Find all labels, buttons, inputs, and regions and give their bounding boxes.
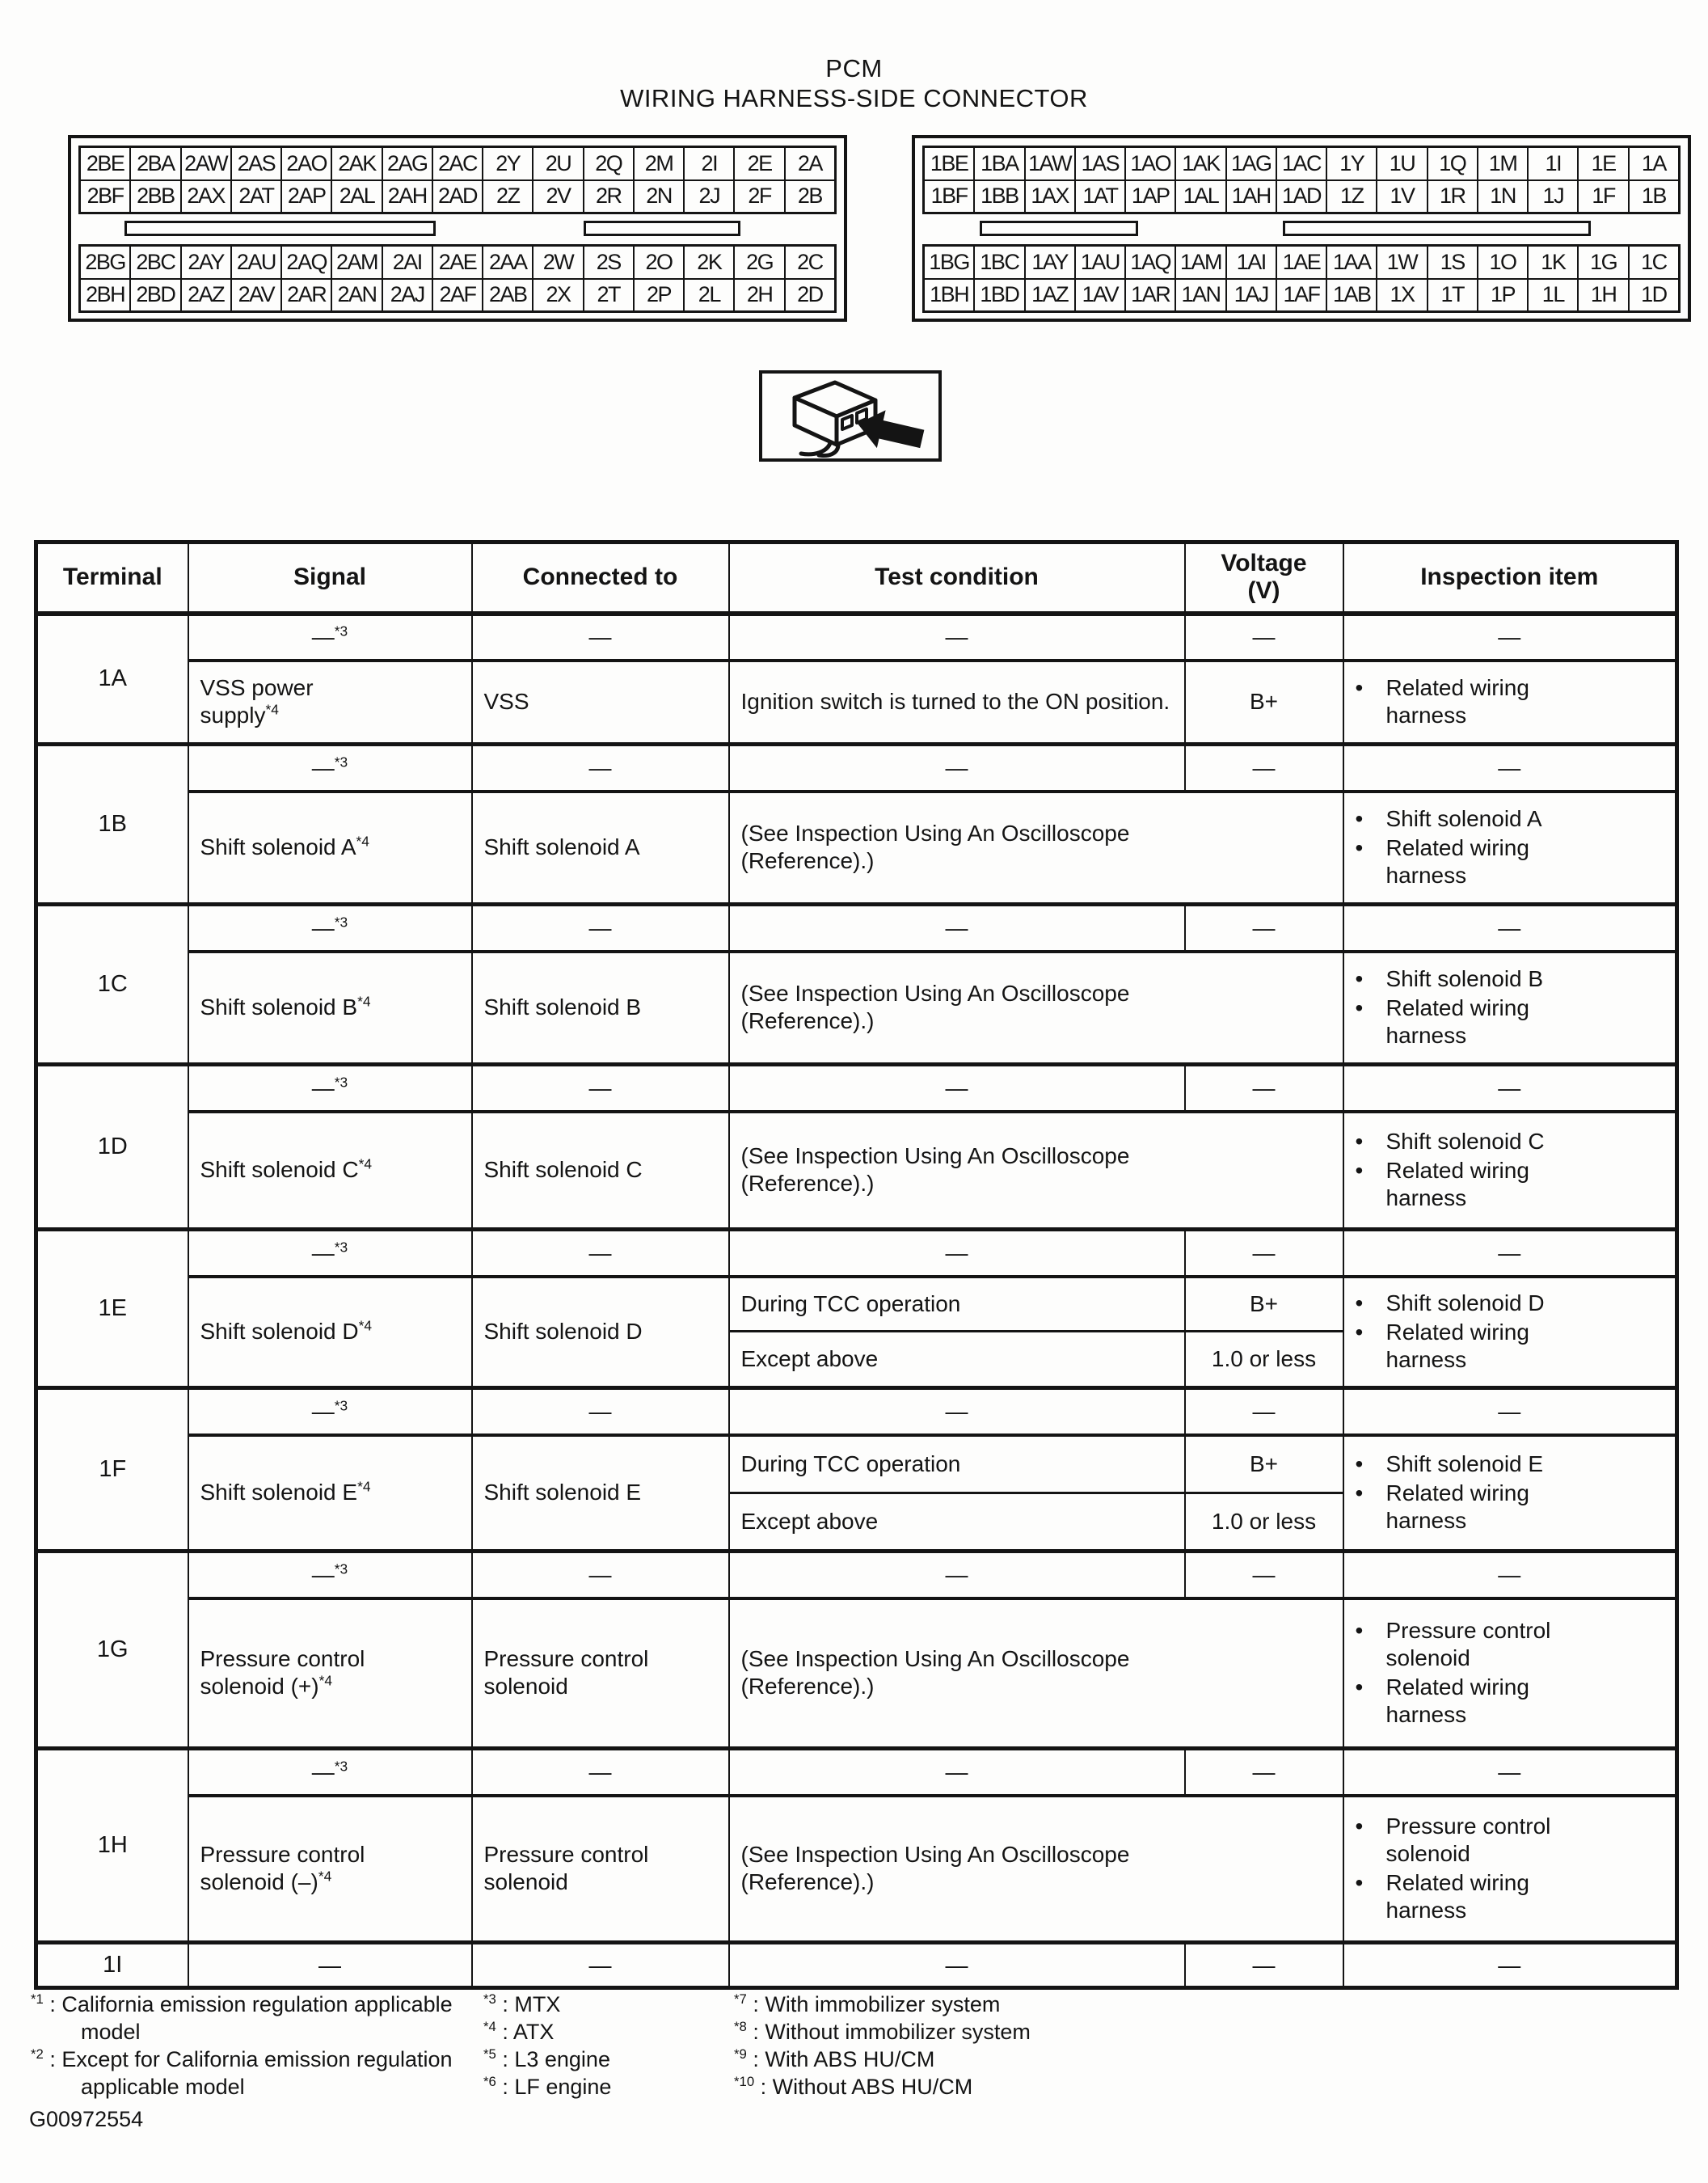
col-header-signal: Signal: [188, 543, 472, 614]
terminal-1G: 1G: [36, 1552, 188, 1749]
pin-2AH: 2AH: [382, 181, 432, 213]
na-test-1E: —: [729, 1230, 1185, 1277]
pin-1D: 1D: [1628, 280, 1678, 311]
pin-1AE: 1AE: [1276, 247, 1326, 278]
pin-2AY: 2AY: [180, 247, 230, 278]
signal-1H: Pressure control solenoid $(-)^{*4}$: [188, 1796, 472, 1943]
pin-1H: 1H: [1577, 280, 1627, 311]
inspection-1D: [1343, 1112, 1677, 1230]
footnote-5: $^{*5}$ : L3 engine: [483, 2046, 610, 2071]
pin-1AT: 1AT: [1074, 181, 1124, 213]
pin-row: [81, 148, 834, 179]
na-connected-1D: —: [472, 1065, 729, 1112]
pin-1AI: 1AI: [1225, 247, 1276, 278]
voltage-1F-except: 1.0 or less: [1185, 1493, 1343, 1552]
pin-2U: 2U: [532, 148, 582, 179]
na-inspection-1F: —: [1343, 1388, 1677, 1435]
pin-row: [925, 247, 1678, 278]
pin-2B: 2B: [784, 181, 834, 213]
inspection-1F: [1343, 1435, 1677, 1552]
inspection-item: • Related wiring harness: [1355, 1674, 1529, 1728]
na-test-1A: —: [729, 614, 1185, 661]
terminal-1C: 1C: [36, 905, 188, 1065]
pin-1AS: 1AS: [1074, 148, 1124, 179]
connector-1-lower-grid: [922, 244, 1681, 313]
col-header-voltage: Voltage (V): [1185, 543, 1343, 614]
footnote-8: $^{*8}$ : Without immobilizer system: [734, 2019, 1031, 2044]
pin-2BC: 2BC: [129, 247, 179, 278]
terminal-1E: 1E: [36, 1230, 188, 1388]
pin-1BF: 1BF: [930, 184, 968, 209]
pin-2AD: 2AD: [432, 181, 482, 213]
pin-2R: 2R: [583, 181, 633, 213]
pin-2AR: 2AR: [280, 280, 331, 311]
inspection-item: • Related wiring harness: [1355, 835, 1529, 889]
pin-1AH: 1AH: [1225, 181, 1276, 213]
pin-1AJ: 1AJ: [1225, 280, 1276, 311]
pin-1U: 1U: [1376, 148, 1426, 179]
pin-1AM: 1AM: [1175, 247, 1225, 278]
voltage-1E-tcc: B+: [1185, 1277, 1343, 1332]
connector-arrow-icon: [762, 374, 938, 458]
connected-1H: Pressure control solenoid: [472, 1796, 729, 1943]
pin-1E: 1E: [1577, 148, 1627, 179]
pin-1AV: 1AV: [1074, 280, 1124, 311]
na-test-1D: —: [729, 1065, 1185, 1112]
pin-2AT: 2AT: [230, 181, 280, 213]
pin-1Q: 1Q: [1427, 148, 1477, 179]
col-header-connected: Connected to: [472, 543, 729, 614]
inspection-1B: [1343, 792, 1677, 905]
pin-1M: 1M: [1477, 148, 1527, 179]
na-inspection-1A: —: [1343, 614, 1677, 661]
pin-1BC: 1BC: [973, 247, 1023, 278]
terminal-1B: 1B: [36, 745, 188, 905]
terminal-1H: 1H: [36, 1749, 188, 1943]
na-test-1F: —: [729, 1388, 1185, 1435]
pin-1L: 1L: [1527, 280, 1577, 311]
terminal-1D: 1D: [36, 1065, 188, 1230]
pin-1AP: 1AP: [1124, 181, 1175, 213]
pin-1BE: 1BE: [930, 150, 968, 175]
signal-1F: Shift solenoid $E^{*4}$: [188, 1435, 472, 1552]
na-inspection-1D: —: [1343, 1065, 1677, 1112]
pin-2K: 2K: [683, 247, 733, 278]
pin-1AQ: 1AQ: [1124, 247, 1175, 278]
pin-2Y: 2Y: [482, 148, 532, 179]
pin-2J: 2J: [683, 181, 733, 213]
pin-2AW: 2AW: [180, 148, 230, 179]
na-connected-1F: —: [472, 1388, 729, 1435]
pin-1C: 1C: [1628, 247, 1678, 278]
pin-2T: 2T: [583, 280, 633, 311]
terminal-1F: 1F: [36, 1388, 188, 1552]
pin-2AE: 2AE: [432, 247, 482, 278]
connected-1B: Shift solenoid A: [472, 792, 729, 905]
test-1G: (See Inspection Using An Oscilloscope (Reference).): [729, 1598, 1343, 1749]
pin-1AO: 1AO: [1124, 148, 1175, 179]
terminal-1I: 1I: [36, 1943, 188, 1988]
page-title: [0, 53, 1708, 113]
pin-2X: 2X: [532, 280, 582, 311]
pin-1BB: 1BB: [973, 181, 1023, 213]
col-header-inspection: Inspection item: [1343, 543, 1677, 614]
connected-1G: Pressure control solenoid: [472, 1598, 729, 1749]
na-voltage-1G: —: [1185, 1552, 1343, 1598]
connector-2-upper-grid: [78, 146, 837, 214]
col-header-terminal: Terminal: [36, 543, 188, 614]
footnote-4: $^{*4}$ : ATX: [483, 2019, 555, 2044]
na-voltage-1D: —: [1185, 1065, 1343, 1112]
na-voltage-1F: —: [1185, 1388, 1343, 1435]
inspection-1H: [1343, 1796, 1677, 1943]
pin-2BA: 2BA: [129, 148, 179, 179]
inspection-item: • Related wiring harness: [1355, 1320, 1529, 1373]
test-1E-except: Except above: [729, 1332, 1185, 1388]
pin-2AJ: 2AJ: [382, 280, 432, 311]
test-1F-except: Except above: [729, 1493, 1185, 1552]
pin-2F: 2F: [733, 181, 783, 213]
pin-2AS: 2AS: [230, 148, 280, 179]
pin-2AZ: 2AZ: [180, 280, 230, 311]
pin-2A: 2A: [784, 148, 834, 179]
pin-2AO: 2AO: [280, 148, 331, 179]
key-slot: [124, 221, 436, 236]
pin-1BA: 1BA: [973, 148, 1023, 179]
inspection-1C: [1343, 952, 1677, 1065]
voltage-1A: B+: [1185, 661, 1343, 745]
pin-1A: 1A: [1628, 148, 1678, 179]
na-connected-1A: —: [472, 614, 729, 661]
na-voltage-1E: —: [1185, 1230, 1343, 1277]
na-connected-1C: —: [472, 905, 729, 952]
pin-2Z: 2Z: [482, 181, 532, 213]
pin-2AA: 2AA: [482, 247, 532, 278]
pin-2O: 2O: [633, 247, 683, 278]
pin-2AI: 2AI: [382, 247, 432, 278]
na-inspection-1E: —: [1343, 1230, 1677, 1277]
inspection-1G: [1343, 1598, 1677, 1749]
pin-1Y: 1Y: [1326, 148, 1376, 179]
pin-1T: 1T: [1427, 280, 1477, 311]
pin-1AZ: 1AZ: [1024, 280, 1074, 311]
pin-1AD: 1AD: [1276, 181, 1326, 213]
inspection-item: • Related wiring harness: [1355, 1480, 1529, 1534]
na-connected-1H: —: [472, 1749, 729, 1796]
voltage-1F-tcc: B+: [1185, 1435, 1343, 1493]
pin-1AC: 1AC: [1276, 148, 1326, 179]
pin-row: [925, 278, 1678, 311]
pin-1R: 1R: [1427, 181, 1477, 213]
na-signal-1G: —$^{*3}$: [188, 1552, 472, 1598]
pin-1AN: 1AN: [1175, 280, 1225, 311]
pin-1AU: 1AU: [1074, 247, 1124, 278]
test-1F-tcc: During TCC operation: [729, 1435, 1185, 1493]
footnote-1: $^{*1}$ : California emission regulation applicable model: [31, 1991, 453, 2044]
pin-2AB: 2AB: [482, 280, 532, 311]
connector-1-diagram: [912, 135, 1691, 322]
pin-2AG: 2AG: [382, 148, 432, 179]
inspection-1E: [1343, 1277, 1677, 1388]
na-inspection-1C: —: [1343, 905, 1677, 952]
harness-connector-icon: [759, 370, 942, 462]
pin-1BH: 1BH: [930, 282, 969, 307]
pin-2BG: 2BG: [85, 249, 125, 274]
inspection-item: • Pressure control solenoid: [1355, 1814, 1551, 1867]
na-voltage-1H: —: [1185, 1749, 1343, 1796]
pin-2AP: 2AP: [280, 181, 331, 213]
footnote-column-1: [31, 1991, 459, 2101]
test-1B: (See Inspection Using An Oscilloscope (Reference).): [729, 792, 1343, 905]
footnote-7: $^{*7}$ : With immobilizer system: [734, 1991, 1001, 2016]
pin-2G: 2G: [733, 247, 783, 278]
pin-2BD: 2BD: [129, 280, 179, 311]
test-1D: (See Inspection Using An Oscilloscope (Reference).): [729, 1112, 1343, 1230]
pin-1AB: 1AB: [1326, 280, 1376, 311]
inspection-item: • Related wiring harness: [1355, 675, 1529, 728]
na-signal-1B: —$^{*3}$: [188, 745, 472, 792]
na-test-1G: —: [729, 1552, 1185, 1598]
pin-row: [925, 179, 1678, 213]
pin-2N: 2N: [633, 181, 683, 213]
signal-1I: —: [188, 1943, 472, 1988]
na-signal-1H: —$^{*3}$: [188, 1749, 472, 1796]
na-test-1C: —: [729, 905, 1185, 952]
pin-2P: 2P: [633, 280, 683, 311]
signal-1A: VSS power supply$^{*4}$: [188, 661, 472, 745]
pin-1AX: 1AX: [1024, 181, 1074, 213]
col-header-test: Test condition: [729, 543, 1185, 614]
pin-1O: 1O: [1477, 247, 1527, 278]
na-signal-1F: —$^{*3}$: [188, 1388, 472, 1435]
pin-1I: 1I: [1527, 148, 1577, 179]
pin-1AK: 1AK: [1175, 148, 1225, 179]
pin-1S: 1S: [1427, 247, 1477, 278]
inspection-item: • Shift solenoid A: [1355, 806, 1542, 832]
pin-2S: 2S: [583, 247, 633, 278]
pin-row: [81, 278, 834, 311]
pin-2E: 2E: [733, 148, 783, 179]
pin-2D: 2D: [784, 280, 834, 311]
na-signal-1D: —$^{*3}$: [188, 1065, 472, 1112]
pin-2BF: 2BF: [86, 184, 124, 209]
na-connected-1G: —: [472, 1552, 729, 1598]
na-voltage-1A: —: [1185, 614, 1343, 661]
pin-2L: 2L: [683, 280, 733, 311]
key-slot: [1283, 221, 1591, 236]
pin-1AR: 1AR: [1124, 280, 1175, 311]
pin-1G: 1G: [1577, 247, 1627, 278]
test-1A: Ignition switch is turned to the ON position.: [729, 661, 1185, 745]
terminal-1A: 1A: [36, 614, 188, 745]
pin-1N: 1N: [1477, 181, 1527, 213]
signal-1E: Shift solenoid $D^{*4}$: [188, 1277, 472, 1388]
voltage-1I: —: [1185, 1943, 1343, 1988]
signal-1G: Pressure control solenoid $(+)^{*4}$: [188, 1598, 472, 1749]
na-voltage-1B: —: [1185, 745, 1343, 792]
footnote-10: $^{*10}$ : Without ABS HU/CM: [734, 2074, 973, 2099]
footnote-3: $^{*3}$ : MTX: [483, 1991, 561, 2016]
na-test-1B: —: [729, 745, 1185, 792]
connector-2-diagram: [68, 135, 847, 322]
pin-2AU: 2AU: [230, 247, 280, 278]
pin-2AK: 2AK: [331, 148, 381, 179]
key-slot: [980, 221, 1138, 236]
na-test-1H: —: [729, 1749, 1185, 1796]
na-voltage-1C: —: [1185, 905, 1343, 952]
na-signal-1C: —$^{*3}$: [188, 905, 472, 952]
pin-2AQ: 2AQ: [280, 247, 331, 278]
connector-2-lower-grid: [78, 244, 837, 313]
pin-1W: 1W: [1376, 247, 1426, 278]
voltage-1E-except: 1.0 or less: [1185, 1332, 1343, 1388]
pin-2Q: 2Q: [583, 148, 633, 179]
title-line-connector: WIRING HARNESS-SIDE CONNECTOR: [620, 84, 1088, 112]
footnote-9: $^{*9}$ : With ABS HU/CM: [734, 2046, 935, 2071]
pin-1X: 1X: [1376, 280, 1426, 311]
pin-2BE: 2BE: [86, 150, 124, 175]
connector-1-upper-grid: [922, 146, 1681, 214]
inspection-item: • Related wiring harness: [1355, 1158, 1529, 1211]
pin-1AW: 1AW: [1024, 148, 1074, 179]
inspection-1I: —: [1343, 1943, 1677, 1988]
pin-1F: 1F: [1577, 181, 1627, 213]
pin-2V: 2V: [532, 181, 582, 213]
na-connected-1B: —: [472, 745, 729, 792]
inspection-item: • Related wiring harness: [1355, 1870, 1529, 1923]
pin-1P: 1P: [1477, 280, 1527, 311]
pin-1AA: 1AA: [1326, 247, 1376, 278]
title-line-pcm: PCM: [825, 54, 883, 82]
pin-1V: 1V: [1376, 181, 1426, 213]
footnote-column-2: [483, 1991, 726, 2101]
inspection-1A: [1343, 661, 1677, 745]
pin-1J: 1J: [1527, 181, 1577, 213]
connected-1F: Shift solenoid E: [472, 1435, 729, 1552]
na-signal-1A: —$^{*3}$: [188, 614, 472, 661]
pin-1AF: 1AF: [1276, 280, 1326, 311]
inspection-item: • Shift solenoid C: [1355, 1129, 1545, 1155]
connected-1A: VSS: [472, 661, 729, 745]
signal-1B: Shift solenoid $A^{*4}$: [188, 792, 472, 905]
signal-1C: Shift solenoid $B^{*4}$: [188, 952, 472, 1065]
pin-2AN: 2AN: [331, 280, 381, 311]
inspection-item: • Shift solenoid E: [1355, 1451, 1544, 1477]
footnote-2: $^{*2}$ : Except for California emission regulation applicable model: [31, 2046, 453, 2099]
pin-1AY: 1AY: [1024, 247, 1074, 278]
pin-1BG: 1BG: [929, 249, 969, 274]
terminal-table: [34, 540, 1679, 1990]
pin-2AX: 2AX: [180, 181, 230, 213]
pin-2AC: 2AC: [432, 148, 482, 179]
inspection-item: • Shift solenoid D: [1355, 1290, 1545, 1316]
pin-2BH: 2BH: [86, 282, 125, 307]
inspection-item: • Shift solenoid B: [1355, 966, 1544, 992]
na-signal-1E: —$^{*3}$: [188, 1230, 472, 1277]
pin-1AL: 1AL: [1175, 181, 1225, 213]
na-inspection-1G: —: [1343, 1552, 1677, 1598]
connected-1I: —: [472, 1943, 729, 1988]
pin-2C: 2C: [784, 247, 834, 278]
inspection-item: • Pressure control solenoid: [1355, 1618, 1551, 1671]
pin-row: [81, 247, 834, 278]
pin-1AG: 1AG: [1225, 148, 1276, 179]
pin-2AM: 2AM: [331, 247, 381, 278]
test-1C: (See Inspection Using An Oscilloscope (Reference).): [729, 952, 1343, 1065]
pin-2I: 2I: [683, 148, 733, 179]
pin-2BB: 2BB: [129, 181, 179, 213]
footnote-6: $^{*6}$ : LF engine: [483, 2074, 612, 2099]
na-inspection-1H: —: [1343, 1749, 1677, 1796]
pin-row: [925, 148, 1678, 179]
pin-2H: 2H: [733, 280, 783, 311]
pin-2AF: 2AF: [432, 280, 482, 311]
pin-1BD: 1BD: [973, 280, 1023, 311]
test-1H: (See Inspection Using An Oscilloscope (Reference).): [729, 1796, 1343, 1943]
pin-1Z: 1Z: [1326, 181, 1376, 213]
na-inspection-1B: —: [1343, 745, 1677, 792]
pin-1B: 1B: [1628, 181, 1678, 213]
pin-2M: 2M: [633, 148, 683, 179]
figure-code: G00972554: [29, 2107, 144, 2131]
connected-1D: Shift solenoid C: [472, 1112, 729, 1230]
pin-2W: 2W: [532, 247, 582, 278]
connected-1E: Shift solenoid D: [472, 1277, 729, 1388]
pin-1K: 1K: [1527, 247, 1577, 278]
signal-1D: Shift solenoid $C^{*4}$: [188, 1112, 472, 1230]
connected-1C: Shift solenoid B: [472, 952, 729, 1065]
na-connected-1E: —: [472, 1230, 729, 1277]
pin-2AV: 2AV: [230, 280, 280, 311]
test-1I: —: [729, 1943, 1185, 1988]
inspection-item: • Related wiring harness: [1355, 995, 1529, 1049]
test-1E-tcc: During TCC operation: [729, 1277, 1185, 1332]
footnote-column-3: [734, 1991, 1235, 2101]
pin-row: [81, 179, 834, 213]
pin-2AL: 2AL: [331, 181, 381, 213]
key-slot: [584, 221, 740, 236]
